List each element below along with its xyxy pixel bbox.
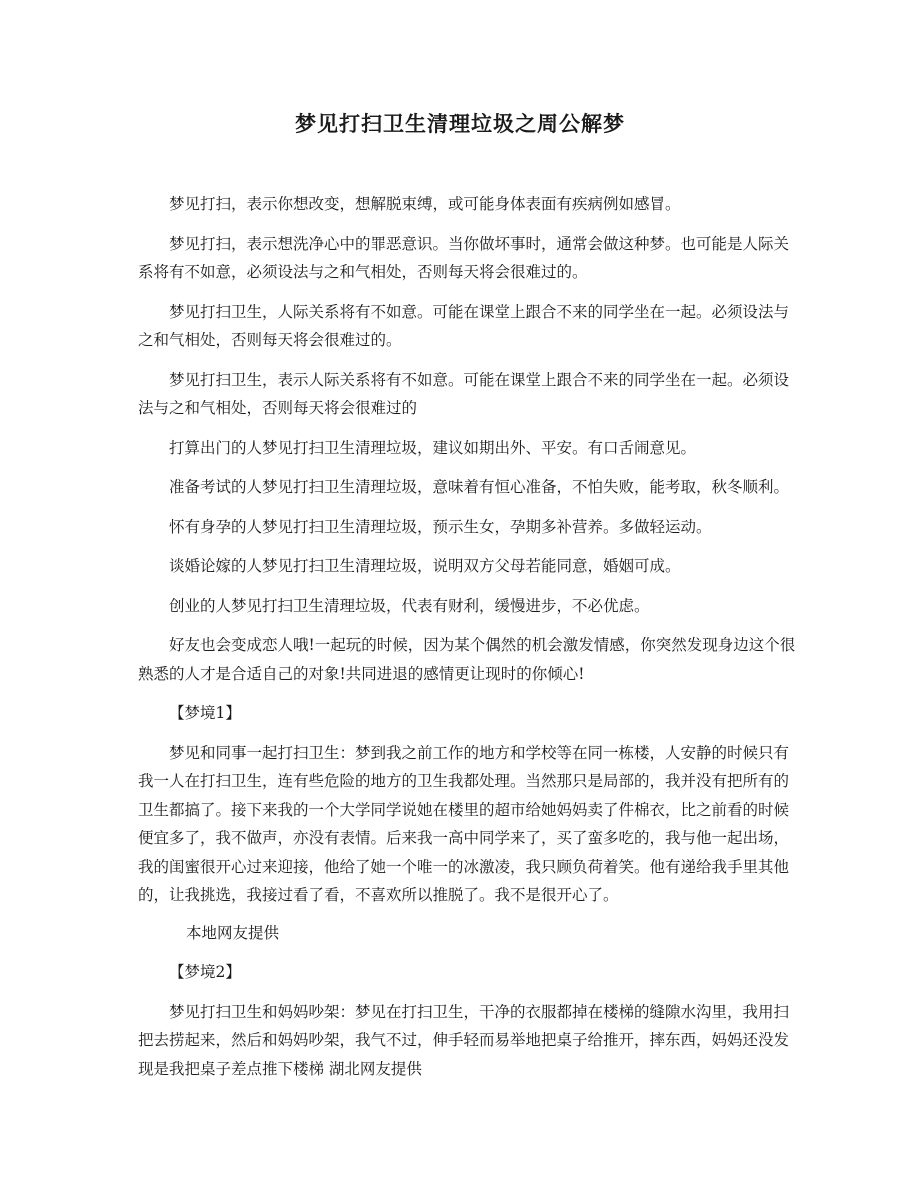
- paragraph: 准备考试的人梦见打扫卫生清理垃圾，意味着有恒心准备，不怕失败，能考取，秋冬顺利。: [169, 478, 790, 496]
- paragraph: 谈婚论嫁的人梦见打扫卫生清理垃圾，说明双方父母若能同意，婚姻可成。: [169, 557, 681, 575]
- paragraph: 创业的人梦见打扫卫生清理垃圾，代表有财利，缓慢进步，不必优虑。: [169, 596, 650, 615]
- paragraph: 好友也会变成恋人哦!一起玩的时候，因为某个偶然的机会激发情感，你突然发现身边这个很熟悉的人才是合适自己的对象!共同进退的感情更让现时的你倾心!: [138, 636, 796, 683]
- paragraph: 梦见打扫卫生，人际关系将有不如意。可能在课堂上跟合不来的同学坐在一起。必须设法与之和气相处，否则每天将会很难过的。: [138, 302, 790, 349]
- paragraph: 梦见打扫卫生，表示人际关系将有不如意。可能在课堂上跟合不来的同学坐在一起。必须设法与之和气相处，否则每天将会很难过的: [138, 370, 790, 417]
- paragraph: 怀有身孕的人梦见打扫卫生清理垃圾，预示生女，孕期多补营养。多做轻运动。: [169, 517, 712, 536]
- dream2-text: 梦见打扫卫生和妈妈吵架：梦见在打扫卫生，干净的衣服都掉在楼梯的缝隙水沟里，我用扫把去捞起来，然后和妈妈吵架，我气不过，伸手轻而易举地把桌子给推开，摔东西，妈妈还没发现是我把桌子差点推下楼梯 湖北网友提供: [138, 1002, 790, 1078]
- document-title: 梦见打扫卫生清理垃圾之周公解梦: [295, 111, 625, 136]
- document-body: [138, 190, 798, 1094]
- dream1-heading: 【梦境1】: [169, 704, 241, 722]
- paragraph: 梦见打扫，表示你想改变，想解脱束缚，或可能身体表面有疾病例如感冒。: [169, 195, 681, 213]
- dream2-heading: 【梦境2】: [169, 963, 241, 981]
- paragraph: 打算出门的人梦见打扫卫生清理垃圾，建议如期出外、平安。有口舌闹意见。: [169, 438, 697, 457]
- dream1-credit: 本地网友提供: [186, 923, 280, 942]
- dream1-text: 梦见和同事一起打扫卫生：梦到我之前工作的地方和学校等在同一栋楼，人安静的时候只有我一人在打扫卫生，连有些危险的地方的卫生我都处理。当然那只是局部的，我并没有把所有的卫生都搞了。接下来我的一个大学同学说她在楼里的超市给她妈妈卖了件棉衣，比之前看的时候便宜多了，我不做声，亦没有表情。后来我一高中同学来了，买了蛮多吃的，我与他一起出场，我的闺蜜很开心过来迎接，他给了她一个唯一的冰激凌，我只顾负荷着笑。他有递给我手里其他的，让我挑选，我接过看了看，不喜欢所以推脱了。我不是很开心了。: [138, 743, 790, 904]
- paragraph: 梦见打扫，表示想洗净心中的罪恶意识。当你做坏事时，通常会做这种梦。也可能是人际关系将有不如意，必须设法与之和气相处，否则每天将会很难过的。: [138, 234, 790, 281]
